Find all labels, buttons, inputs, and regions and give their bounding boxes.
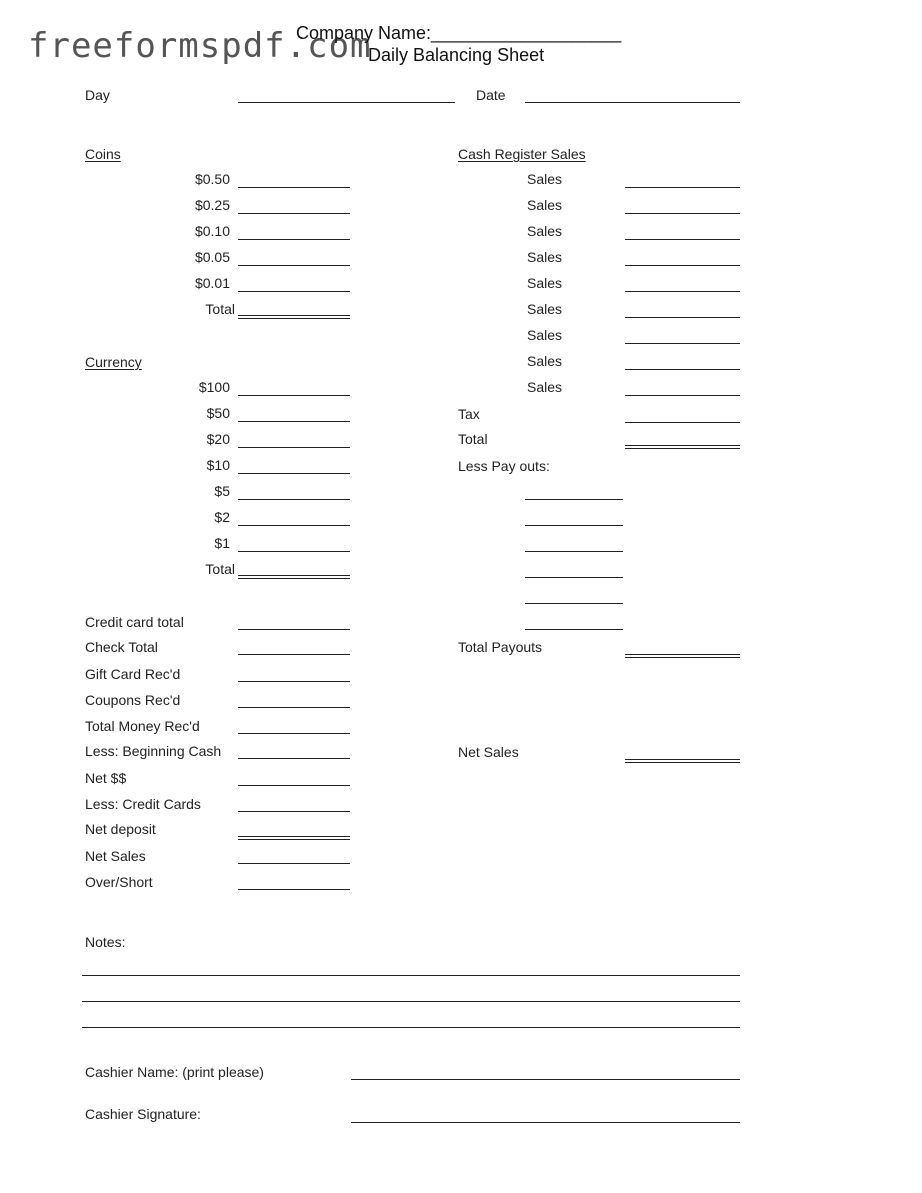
sales-label: Sales bbox=[527, 301, 563, 317]
net-sales-right-label: Net Sales bbox=[458, 744, 519, 760]
summary-label: Net deposit bbox=[85, 821, 156, 837]
summary-amount-field[interactable] bbox=[238, 733, 350, 734]
sheet-title: Daily Balancing Sheet bbox=[368, 45, 545, 65]
currency-amount-field[interactable] bbox=[238, 421, 350, 422]
payout-field[interactable] bbox=[525, 551, 623, 552]
payout-field[interactable] bbox=[525, 525, 623, 526]
sales-amount-field[interactable] bbox=[625, 239, 740, 240]
register-heading: Cash Register Sales bbox=[458, 146, 586, 162]
tax-label: Tax bbox=[458, 406, 480, 422]
summary-label: Total Money Rec'd bbox=[85, 718, 200, 734]
sales-label: Sales bbox=[527, 249, 563, 265]
currency-label: $50 bbox=[206, 405, 230, 421]
cashier-name-field[interactable] bbox=[351, 1079, 740, 1080]
currency-total-field[interactable] bbox=[238, 575, 350, 579]
summary-label: Net Sales bbox=[85, 848, 146, 864]
currency-label: $5 bbox=[214, 483, 230, 499]
summary-label: Gift Card Rec'd bbox=[85, 666, 181, 682]
currency-label: $20 bbox=[206, 431, 230, 447]
currency-heading: Currency bbox=[85, 354, 142, 370]
coin-label: $0.50 bbox=[194, 171, 230, 187]
coins-total-field[interactable] bbox=[238, 315, 350, 319]
currency-amount-field[interactable] bbox=[238, 447, 350, 448]
summary-amount-field[interactable] bbox=[238, 836, 350, 840]
summary-amount-field[interactable] bbox=[238, 785, 350, 786]
tax-field[interactable] bbox=[625, 422, 740, 423]
coin-label: $0.01 bbox=[194, 275, 230, 291]
total-payouts-field[interactable] bbox=[625, 654, 740, 658]
cashier-name-label: Cashier Name: (print please) bbox=[85, 1064, 264, 1080]
coin-amount-field[interactable] bbox=[238, 239, 350, 240]
summary-label: Coupons Rec'd bbox=[85, 692, 181, 708]
currency-label: $1 bbox=[214, 535, 230, 551]
summary-amount-field[interactable] bbox=[238, 758, 350, 759]
company-name-label: Company Name:___________________ bbox=[296, 23, 622, 43]
sales-label: Sales bbox=[527, 197, 563, 213]
payout-field[interactable] bbox=[525, 577, 623, 578]
currency-amount-field[interactable] bbox=[238, 499, 350, 500]
sales-label: Sales bbox=[527, 353, 563, 369]
summary-label: Less: Beginning Cash bbox=[85, 743, 222, 759]
sales-label: Sales bbox=[527, 275, 563, 291]
date-field[interactable] bbox=[525, 102, 740, 103]
net-sales-right-field[interactable] bbox=[625, 759, 740, 763]
watermark-text: freeformspdf.com bbox=[28, 26, 372, 66]
sales-amount-field[interactable] bbox=[625, 213, 740, 214]
summary-amount-field[interactable] bbox=[238, 681, 350, 682]
coin-label: $0.10 bbox=[194, 223, 230, 239]
sales-label: Sales bbox=[527, 171, 563, 187]
sales-amount-field[interactable] bbox=[625, 317, 740, 318]
currency-amount-field[interactable] bbox=[238, 551, 350, 552]
summary-amount-field[interactable] bbox=[238, 654, 350, 655]
payout-field[interactable] bbox=[525, 499, 623, 500]
currency-amount-field[interactable] bbox=[238, 473, 350, 474]
notes-label: Notes: bbox=[85, 934, 126, 950]
coin-amount-field[interactable] bbox=[238, 187, 350, 188]
register-total-label: Total bbox=[458, 431, 488, 447]
summary-amount-field[interactable] bbox=[238, 889, 350, 890]
cashier-signature-label: Cashier Signature: bbox=[85, 1106, 201, 1122]
day-label: Day bbox=[85, 87, 110, 103]
summary-amount-field[interactable] bbox=[238, 629, 350, 630]
register-total-field[interactable] bbox=[625, 445, 740, 449]
payout-field[interactable] bbox=[525, 603, 623, 604]
summary-label: Net $$ bbox=[85, 770, 127, 786]
sales-amount-field[interactable] bbox=[625, 291, 740, 292]
currency-label: $2 bbox=[214, 509, 230, 525]
sales-label: Sales bbox=[527, 379, 563, 395]
day-field[interactable] bbox=[238, 102, 455, 103]
coin-label: $0.05 bbox=[194, 249, 230, 265]
cashier-signature-field[interactable] bbox=[351, 1122, 740, 1123]
sales-label: Sales bbox=[527, 327, 563, 343]
sales-amount-field[interactable] bbox=[625, 265, 740, 266]
sales-amount-field[interactable] bbox=[625, 369, 740, 370]
sales-label: Sales bbox=[527, 223, 563, 239]
coin-label: $0.25 bbox=[194, 197, 230, 213]
coins-total-label: Total bbox=[205, 301, 235, 317]
summary-label: Less: Credit Cards bbox=[85, 796, 201, 812]
coin-amount-field[interactable] bbox=[238, 265, 350, 266]
total-payouts-label: Total Payouts bbox=[458, 639, 543, 655]
summary-label: Over/Short bbox=[85, 874, 153, 890]
summary-label: Credit card total bbox=[85, 614, 184, 630]
currency-amount-field[interactable] bbox=[238, 395, 350, 396]
summary-amount-field[interactable] bbox=[238, 707, 350, 708]
summary-amount-field[interactable] bbox=[238, 811, 350, 812]
date-label: Date bbox=[476, 87, 506, 103]
sales-amount-field[interactable] bbox=[625, 395, 740, 396]
notes-line-2[interactable] bbox=[82, 1001, 740, 1002]
currency-label: $10 bbox=[206, 457, 230, 473]
currency-label: $100 bbox=[198, 379, 230, 395]
summary-amount-field[interactable] bbox=[238, 863, 350, 864]
summary-label: Check Total bbox=[85, 639, 158, 655]
payout-field[interactable] bbox=[525, 629, 623, 630]
notes-line-1[interactable] bbox=[82, 975, 740, 976]
coin-amount-field[interactable] bbox=[238, 291, 350, 292]
currency-total-label: Total bbox=[205, 561, 235, 577]
coin-amount-field[interactable] bbox=[238, 213, 350, 214]
sales-amount-field[interactable] bbox=[625, 343, 740, 344]
coins-heading: Coins bbox=[85, 146, 121, 162]
currency-amount-field[interactable] bbox=[238, 525, 350, 526]
notes-line-3[interactable] bbox=[82, 1027, 740, 1028]
less-payouts-label: Less Pay outs: bbox=[458, 458, 550, 474]
sales-amount-field[interactable] bbox=[625, 187, 740, 188]
